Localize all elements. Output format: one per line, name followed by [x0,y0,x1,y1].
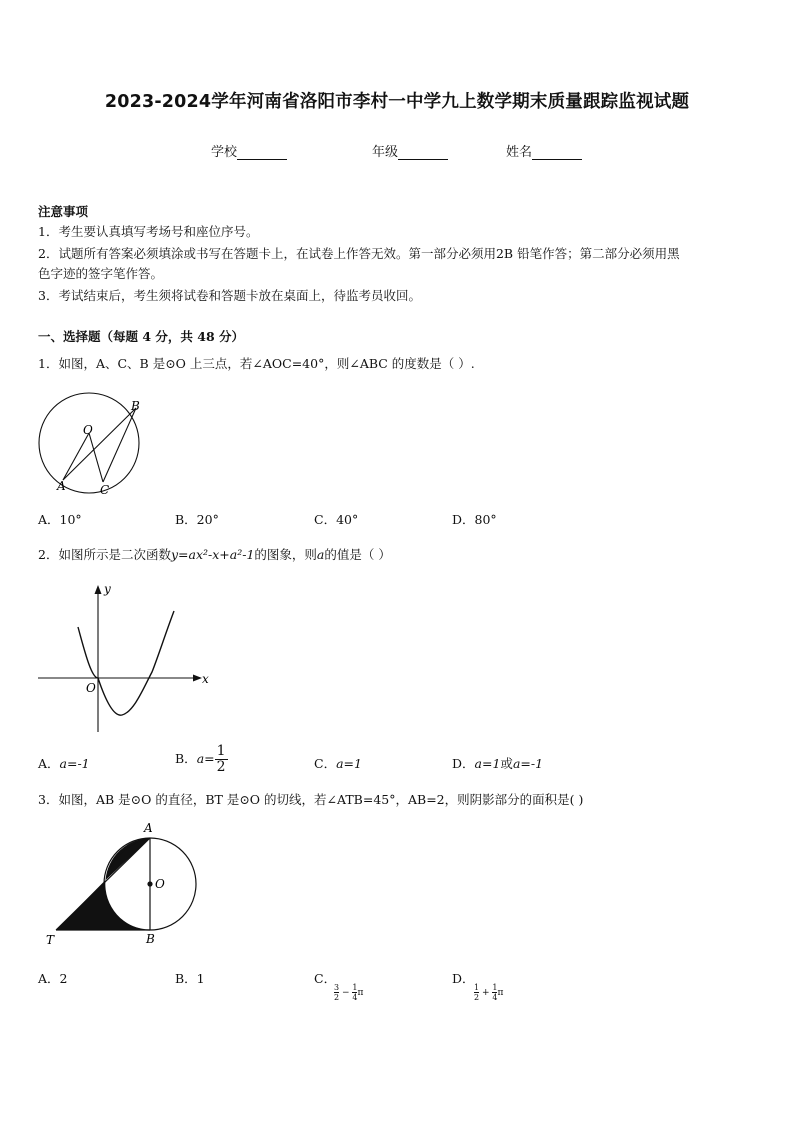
q2-option-d-mid: 或 [500,756,513,771]
label-b: B [131,399,140,413]
q2-option-b [175,744,228,775]
q2-option-b-prefix: a= [196,751,215,766]
label-t: T [46,933,55,947]
parabola-curve [78,611,174,715]
x-axis-arrow-icon [193,675,202,682]
question-1-figure [30,392,150,500]
q1-option-b: B．20° [175,512,219,527]
school-blank [237,145,287,160]
q2-option-a-expr: a=-1 [59,756,90,771]
question-2-stem [38,545,391,564]
q2-option-c-expr: a=1 [336,756,362,771]
q3-option-c-label: C． [314,971,337,986]
q3-option-d-expr [474,983,503,1002]
q1-option-d: D．80° [452,512,497,527]
q2-option-a-label: A． [38,756,60,771]
circle-o [39,393,139,493]
fraction-denominator: 4 [352,993,358,1002]
fraction-numerator: 1 [492,983,498,992]
question-3-stem: 3．如图，AB 是⊙O 的直径，BT 是⊙O 的切线，若∠ATB=45°，AB=2，则阴影部分的面积是( ) [38,792,584,807]
q2-option-c-label: C． [314,756,337,771]
q1-option-a: A．10° [38,512,82,527]
q3-option-c-expr [334,983,363,1002]
pi-symbol: π [357,988,364,998]
question-1-stem: 1．如图，A、C、B 是⊙O 上三点，若∠AOC=40°，则∠ABC 的度数是（ ）. [38,356,475,371]
q2-option-a [38,754,90,772]
q2-option-b-fraction [215,744,228,775]
label-b: B [146,932,155,946]
label-o: O [155,877,165,891]
fraction [334,983,339,1002]
label-x: x [202,672,209,686]
page-title: 2023-2024学年河南省洛阳市李村一中学九上数学期末质量跟踪监视试题 [104,92,690,112]
label-c: C [100,483,110,497]
fraction [474,983,479,1002]
notice-item: 色字迹的签字笔作答。 [38,266,164,281]
notice-heading: 注意事项 [38,204,89,219]
q3-option-d-label: D． [452,971,475,986]
operator: + [481,988,490,998]
fraction-numerator: 1 [216,743,226,759]
q2-stem-var: a [316,547,325,562]
label-y: y [104,582,111,596]
operator: − [341,988,350,998]
y-axis-arrow-icon [95,585,102,594]
question-3-figure [40,818,210,948]
fraction-numerator: 1 [474,983,480,992]
notice-item: 3．考试结束后，考生须将试卷和答题卡放在桌面上，待监考员收回。 [38,288,421,303]
q1-option-c: C．40° [314,512,359,527]
question-2-figure [30,577,220,737]
fraction-denominator: 2 [216,759,226,775]
q2-option-c [314,754,362,772]
label-a: A [144,821,153,835]
name-label: 姓名 [506,145,533,160]
q2-option-d-expr2: a=-1 [512,756,544,771]
name-field [506,141,582,160]
q3-option-a: A．2 [38,971,68,986]
grade-label: 年级 [372,145,399,160]
label-o: O [83,423,93,437]
fraction-denominator: 2 [474,993,480,1002]
q3-option-b: B．1 [175,971,205,986]
pi-symbol: π [497,988,504,998]
q2-option-b-label: B． [175,751,197,766]
q2-stem-end: 的值是（ ） [324,547,391,562]
q2-option-d [452,754,543,772]
grade-blank [398,145,448,160]
q2-stem-formula: y=ax²-x+a²-1 [170,547,255,562]
notice-item: 2．试题所有答案必须填涂或书写在答题卡上，在试卷上作答无效。第一部分必须用2B 铅笔作答；第二部分必须用黑 [38,246,680,261]
fraction-numerator: 3 [334,983,340,992]
shaded-triangle-region [56,880,150,930]
fraction-numerator: 1 [352,983,358,992]
center-point [147,881,152,886]
label-a: A [57,479,66,493]
q2-option-d-expr1: a=1 [474,756,501,771]
school-field [211,141,287,160]
label-origin: O [86,681,96,695]
notice-item: 1．考生要认真填写考场号和座位序号。 [38,224,259,239]
fraction-denominator: 2 [334,993,340,1002]
school-label: 学校 [211,145,238,160]
q2-option-d-label: D． [452,756,475,771]
q2-stem-prefix: 2．如图所示是二次函数 [38,547,171,562]
segment-oa [63,433,89,480]
q2-stem-suffix: 的图象，则 [254,547,317,562]
grade-field [372,141,448,160]
name-blank [532,145,582,160]
segment-oc [89,433,103,482]
fraction-denominator: 4 [492,993,498,1002]
section-heading: 一、选择题（每题 4 分，共 48 分） [38,329,245,344]
